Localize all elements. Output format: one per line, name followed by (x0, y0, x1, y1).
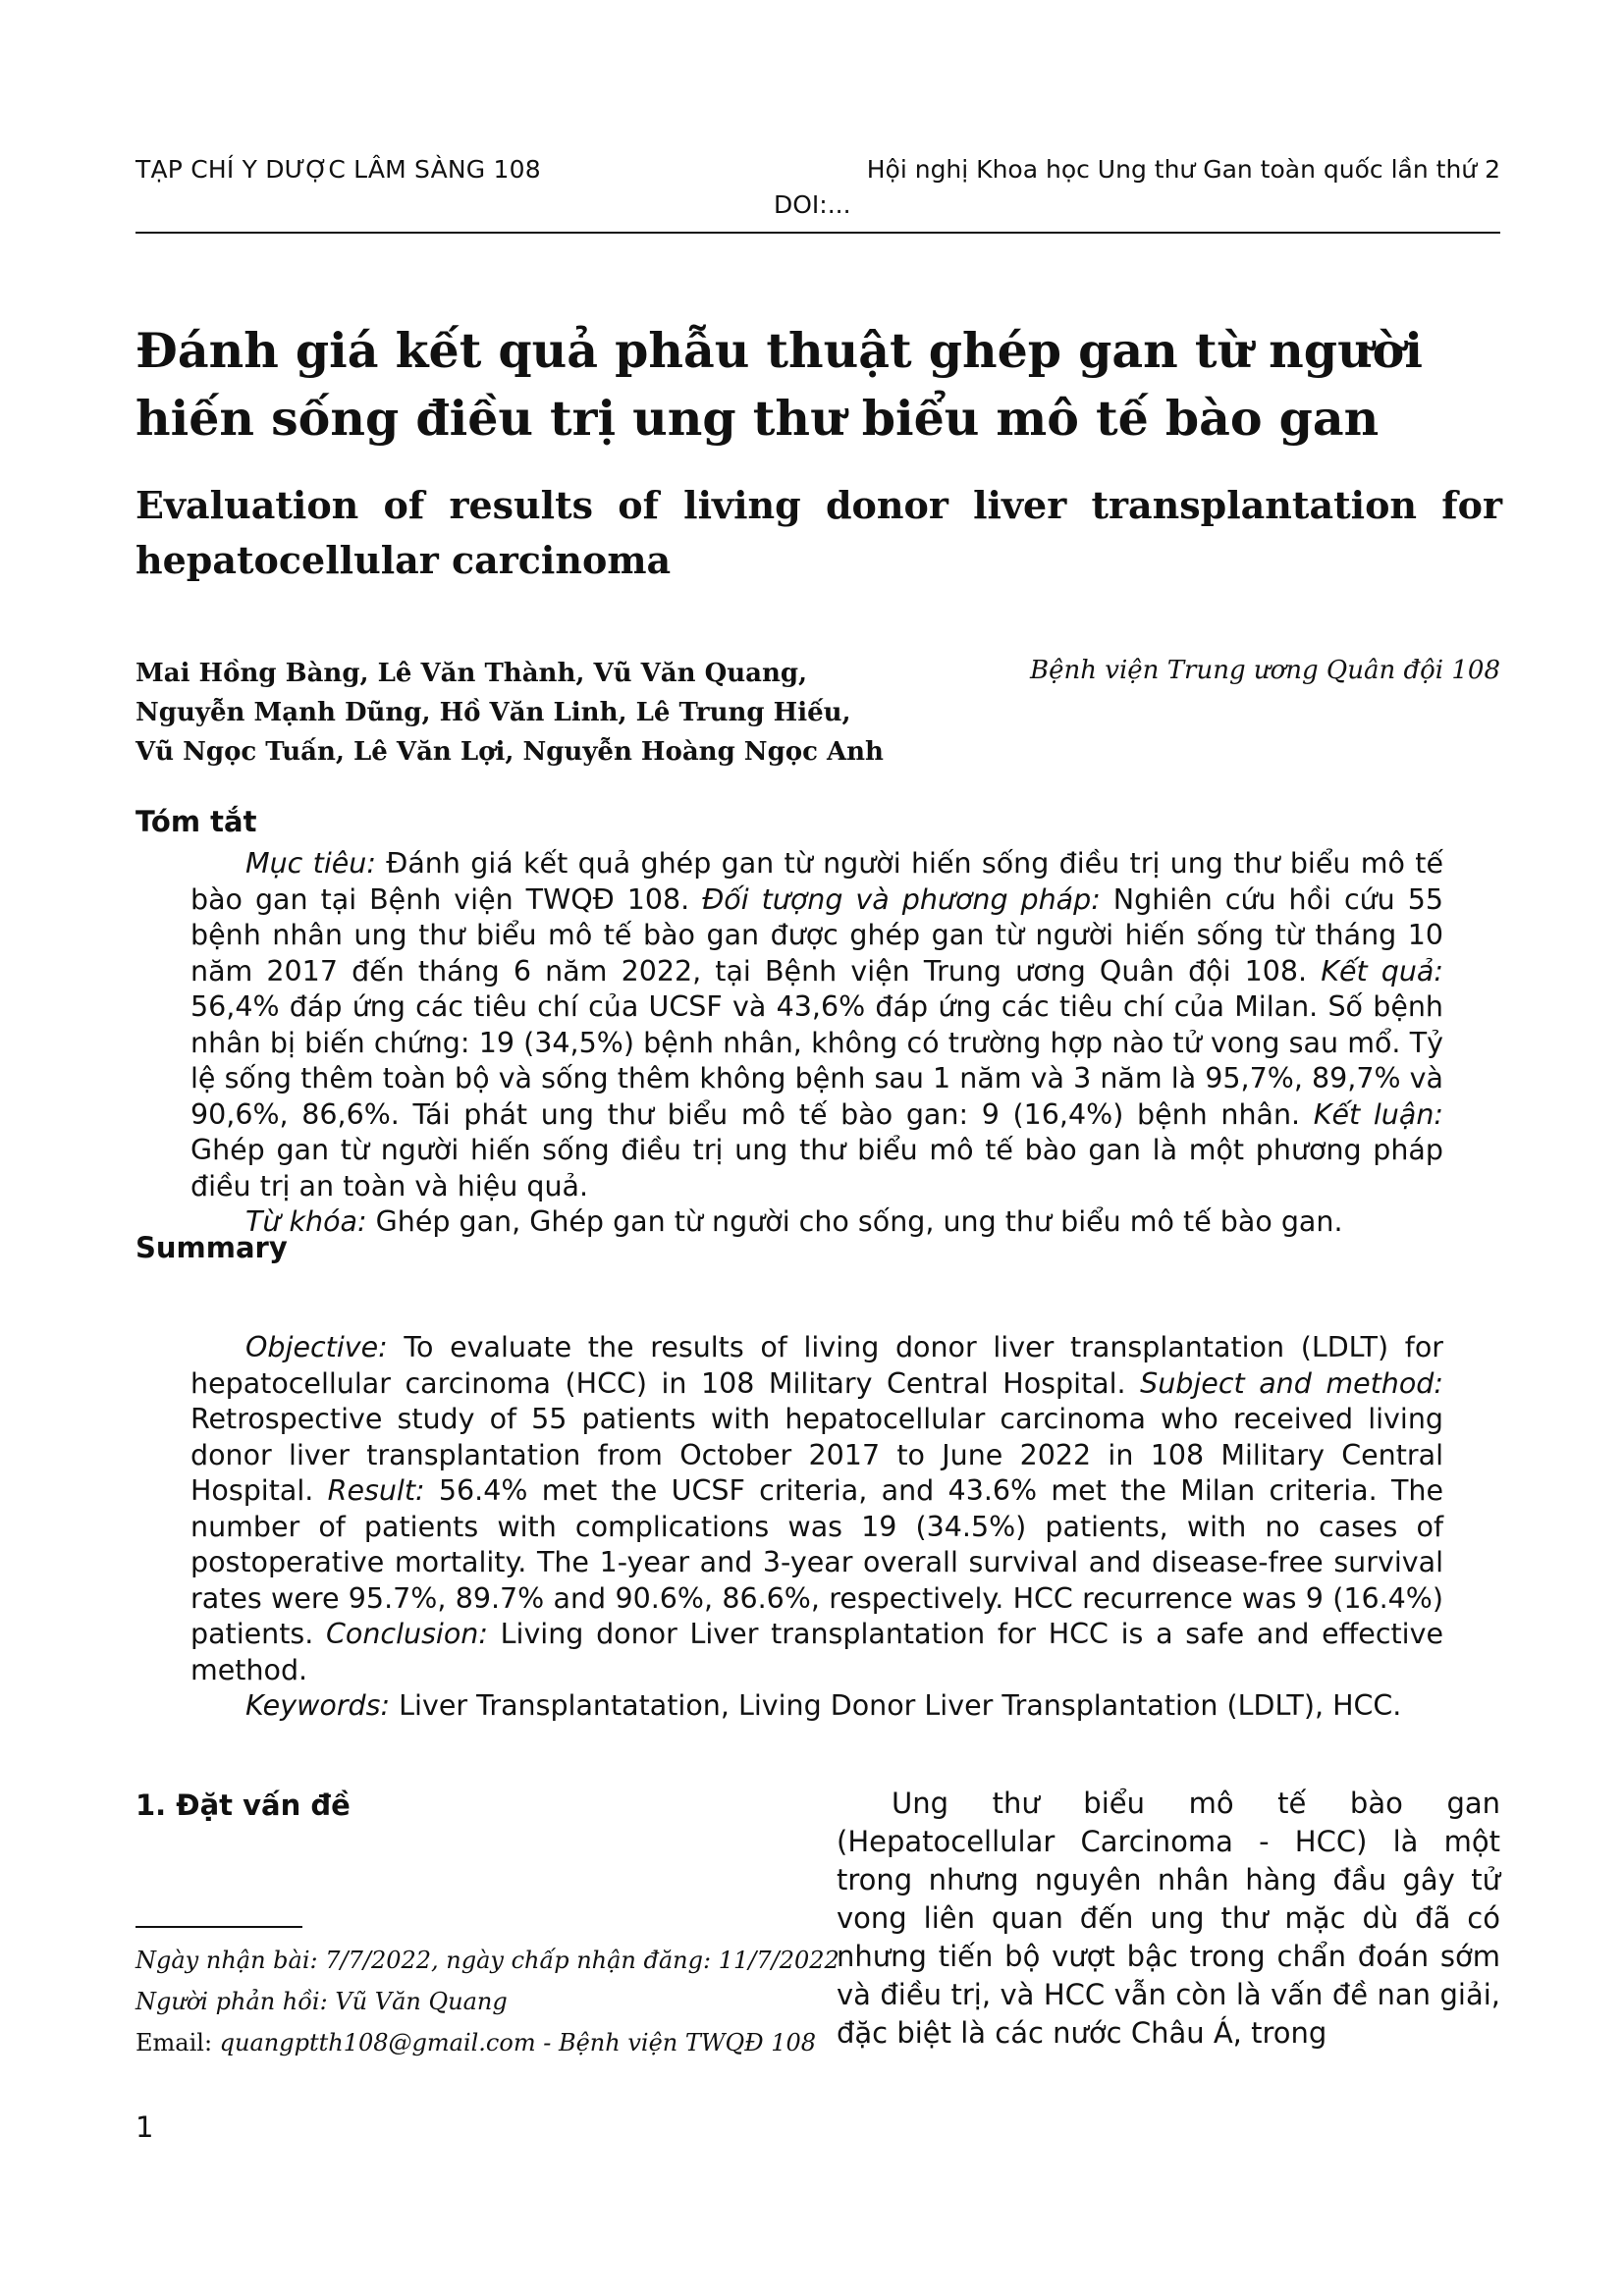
method-text-en: Retrospective study of 55 patients with hepatocellular carcinoma who received living donor liver transplantation from October 2017 to June 2022 in 108 Military Central Hospital. (190, 1403, 1443, 1507)
keywords-text: Ghép gan, Ghép gan từ người cho sống, ung thư biểu mô tế bào gan. (366, 1205, 1343, 1238)
author-line: Vũ Ngọc Tuấn, Lê Văn Lợi, Nguyễn Hoàng Ngọc Anh (135, 737, 884, 767)
conclusion-label-en: Conclusion: (326, 1618, 488, 1650)
abstract-vi-body (190, 846, 1443, 1204)
journal-name: TẠP CHÍ Y DƯỢC LÂM SÀNG 108 (135, 155, 541, 184)
objective-label: Mục tiêu: (245, 847, 376, 880)
conclusion-text-en: Living donor Liver transplantation for HCC is a safe and effective method. (190, 1618, 1443, 1686)
footnote-received: Ngày nhận bài: 7/7/2022, ngày chấp nhận đăng: 11/7/2022 (135, 1947, 839, 1974)
result-text-en: 56.4% met the UCSF criteria, and 43.6% met the Milan criteria. The number of patients with complications was 19 (34.5%) patients, with no cases of postoperative mortality. The 1-year and 3-year overall survival and disease-free survival rates were 95.7%, 89.7% and 90.6%, 86.6%, respectively. HCC recurrence was 9 (16.4%) patients. (190, 1474, 1443, 1650)
summary-heading: Summary (135, 1231, 288, 1264)
conference-name: Hội nghị Khoa học Ung thư Gan toàn quốc lần thứ 2 (866, 155, 1500, 184)
keywords-text-en: Liver Transplantatation, Living Donor Liver Transplantation (LDLT), HCC. (390, 1689, 1402, 1722)
method-label: Đối tượng và phương pháp: (702, 882, 1101, 916)
conclusion-text: Ghép gan từ người hiến sống điều trị ung thư biểu mô tế bào gan là một phương pháp điều trị an toàn và hiệu quả. (190, 1134, 1443, 1202)
keywords-label: Từ khóa: (245, 1205, 367, 1238)
footnote-email-line (135, 2022, 823, 2063)
author-line: Nguyễn Mạnh Dũng, Hồ Văn Linh, Lê Trung Hiếu, (135, 698, 851, 727)
header-rule (135, 232, 1500, 234)
objective-text-en: To evaluate the results of living donor liver transplantation (LDLT) for hepatocellular carcinoma (HCC) in 108 Military Central Hospital. (190, 1331, 1443, 1400)
affiliation: Bệnh viện Trung ương Quân đội 108 (1030, 656, 1500, 685)
abstract-en-keywords (190, 1688, 1443, 1725)
doi: DOI:... (774, 190, 851, 219)
conclusion-label: Kết luận: (1313, 1097, 1443, 1131)
abstract-vi (190, 846, 1443, 1241)
objective-label-en: Objective: (245, 1331, 388, 1363)
section-1-heading: 1. Đặt vấn đề (135, 1789, 351, 1822)
abstract-vi-heading: Tóm tắt (135, 805, 257, 838)
abstract-vi-keywords (190, 1204, 1443, 1241)
section-1-body (837, 1785, 1500, 2053)
keywords-label-en: Keywords: (245, 1689, 391, 1722)
abstract-en-body (190, 1330, 1443, 1688)
email-label: Email: (135, 2029, 220, 2056)
footnote-rule (135, 1926, 302, 1928)
title-english: Evaluation of results of living donor liver transplantation for hepatocellular carcinoma (135, 483, 1502, 582)
method-text: Nghiên cứu hồi cứu 55 bệnh nhân ung thư biểu mô tế bào gan được ghép gan từ người hiến sống từ tháng 10 năm 2017 đến tháng 6 năm 2022, tại Bệnh viện Trung ương Quân đội 108. (190, 882, 1443, 988)
email-address[interactable]: quangptth108@gmail.com - Bệnh viện TWQĐ 108 (219, 2029, 817, 2056)
abstract-en (190, 1330, 1443, 1725)
method-label-en: Subject and method: (1140, 1366, 1443, 1400)
section-1-paragraph: Ung thư biểu mô tế bào gan (Hepatocellular Carcinoma - HCC) là một trong nhưng nguyên nhân hàng đầu gây tử vong liên quan đến ung thư mặc dù đã có nhưng tiến bộ vượt bậc trong chẩn đoán sớm và điều trị, và HCC vẫn còn là vấn đề nan giải, đặc biệt là các nước Châu Á, trong (837, 1787, 1500, 2050)
author-list (135, 654, 901, 772)
objective-text: Đánh giá kết quả ghép gan từ người hiến sống điều trị ung thư biểu mô tế bào gan tại Bệnh viện TWQĐ 108. (190, 847, 1443, 916)
result-label-en: Result: (327, 1474, 425, 1507)
page-number: 1 (135, 2110, 154, 2144)
footnote (135, 1940, 839, 2063)
title-vietnamese: Đánh giá kết quả phẫu thuật ghép gan từ người hiến sống điều trị ung thư biểu mô tế bào gan (135, 322, 1423, 447)
result-text: 56,4% đáp ứng các tiêu chí của UCSF và 43,6% đáp ứng các tiêu chí của Milan. Số bệnh nhân bị biến chứng: 19 (34,5%) bệnh nhân, không có trường hợp nào tử vong sau mổ. Tỷ lệ sống thêm toàn bộ và sống thêm không bệnh sau 1 năm và 3 năm là 95,7%, 89,7% và 90,6%, 86,6%. Tái phát ung thư biểu mô tế bào gan: 9 (16,4%) bệnh nhân. (190, 990, 1443, 1131)
author-line: Mai Hồng Bàng, Lê Văn Thành, Vũ Văn Quang, (135, 659, 808, 688)
result-label: Kết quả: (1321, 954, 1443, 988)
footnote-responder: Người phản hồi: Vũ Văn Quang (135, 1988, 508, 2015)
